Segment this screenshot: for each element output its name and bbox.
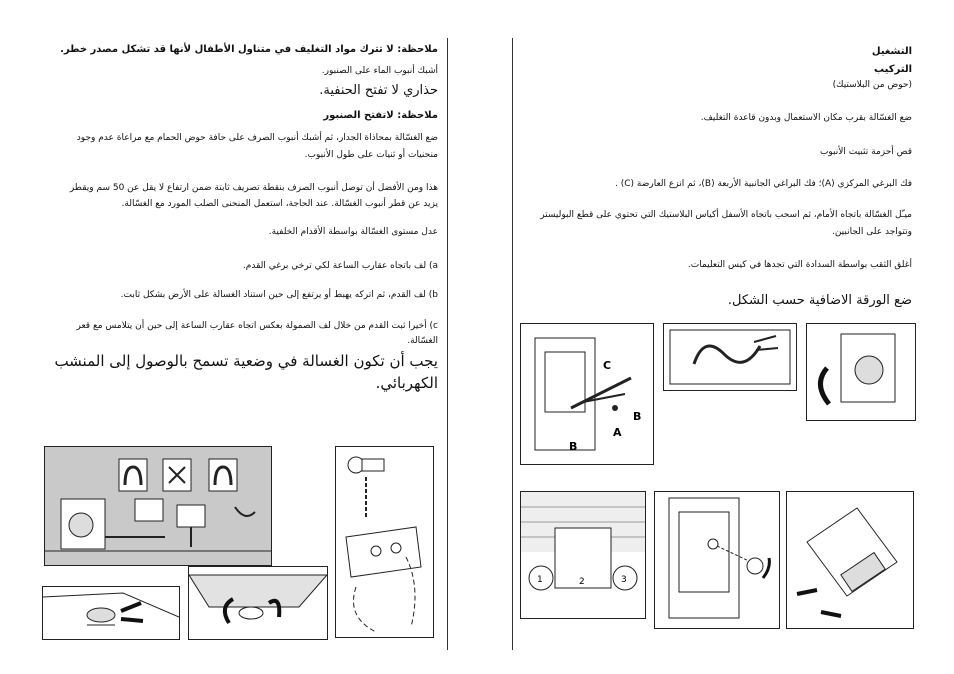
electric-text-1: يجب أن تكون الغسالة في وضعية تسمح بالوصول إلى المنشب [54, 352, 438, 370]
sheet-placement-figure [520, 491, 646, 619]
hose-connect-text: أشبك أنبوب الماء على الصنبور. [321, 66, 438, 76]
label-a: A [613, 426, 622, 439]
label-3: 3 [621, 575, 627, 585]
step-b: b) لف القدم، ثم اتركه يهبط أو يرتفع إلى حين استناد الغسالة على الأرض بشكل ثابت. [120, 290, 438, 300]
step-a: a) لف باتجاه عقارب الساعة لكي ترخي برغي القدم. [242, 261, 438, 271]
foot-adjust-figure-1 [42, 586, 180, 640]
plug-hole-figure [654, 491, 780, 629]
unscrew-bolts-figure [520, 323, 654, 465]
label-b-left: B [569, 440, 578, 453]
label-b-right: B [633, 410, 642, 423]
tilt-bags-figure [786, 491, 914, 629]
tilt-text-1: ميـّل الغسّالة باتجاه الأمام، ثم اسحب باتجاه الأسفل أكياس البلاستيك التي تحتوي على قطع البوليستر [540, 210, 912, 220]
drain-text-1: ضع الغسّالة بمحاذاة الجدار، ثم أشبك أنبوب الصرف على حافة حوض الحمام مع مراعاة عدم وجود [76, 133, 438, 143]
unscrew-text: فك البرغي المركزي (A)؛ فك البراغي الجانبية الأربعة (B)، ثم انزع العارضة (C) . [615, 179, 912, 189]
electric-text-2: الكهربائي. [375, 374, 438, 392]
step-c-2: الغسّالة. [407, 336, 438, 346]
drain-text-2: منحنيات أو ثنيات على طول الأنبوب. [304, 150, 438, 160]
close-text: أغلق الثقب بواسطة السدادة التي تجدها في كيس التعليمات. [687, 260, 912, 270]
cut-text: قص أحزمة تثبيت الأنبوب [819, 147, 912, 157]
drain-hose-figure [44, 446, 272, 566]
left-column-rule [447, 38, 448, 650]
cut-straps-figure [663, 323, 797, 391]
note-packaging: ملاحظة: لا تترك مواد التغليف في متناول الأطفال لأنها قد تشكل مصدر خطر. [60, 44, 438, 55]
section-subtitle: (حوض من البلاستيك) [832, 80, 912, 90]
sheet-text: ضع الورقة الاضافية حسب الشكل. [727, 293, 912, 308]
right-column-rule [512, 38, 513, 650]
warning-tap: حذاري لا تفتح الحنفية. [319, 83, 438, 98]
note-tap: ملاحظة: لاتفتح الصنبور [323, 110, 438, 121]
label-1: 1 [537, 575, 543, 585]
level-text: عدل مستوى الغسّالة بواسطة الأقدام الخلفية. [268, 227, 438, 237]
remove-base-figure [806, 323, 916, 421]
place-text: ضع الغسّالة بقرب مكان الاستعمال وبدون قاعدة التغليف. [700, 113, 912, 123]
label-2: 2 [579, 577, 585, 587]
section-install: التركيب [874, 64, 912, 75]
tap-hose-figure [335, 446, 434, 638]
drain-pref-2: يزيد عن قطر أنبوب الغسّالة. عند الحاجة، استعمل المنحنى الصلب المورد مع الغسّالة. [121, 199, 438, 209]
tilt-text-2: وتتواجد على الجانبين. [831, 227, 912, 237]
foot-adjust-figure-2 [188, 566, 328, 640]
label-c: C [603, 359, 612, 372]
section-operation: التشغيل [871, 46, 912, 57]
drain-pref-1: هذا ومن الأفضل أن توصل أنبوب الصرف بنقطة تصريف ثابتة ضمن ارتفاع لا يقل عن 50 سم ويقطر [69, 183, 438, 193]
step-c-1: c) أخيرا ثبت القدم من خلال لف الصمولة بعكس اتجاه عقارب الساعة إلى حين أن يتلامس مع قعر [76, 321, 438, 331]
